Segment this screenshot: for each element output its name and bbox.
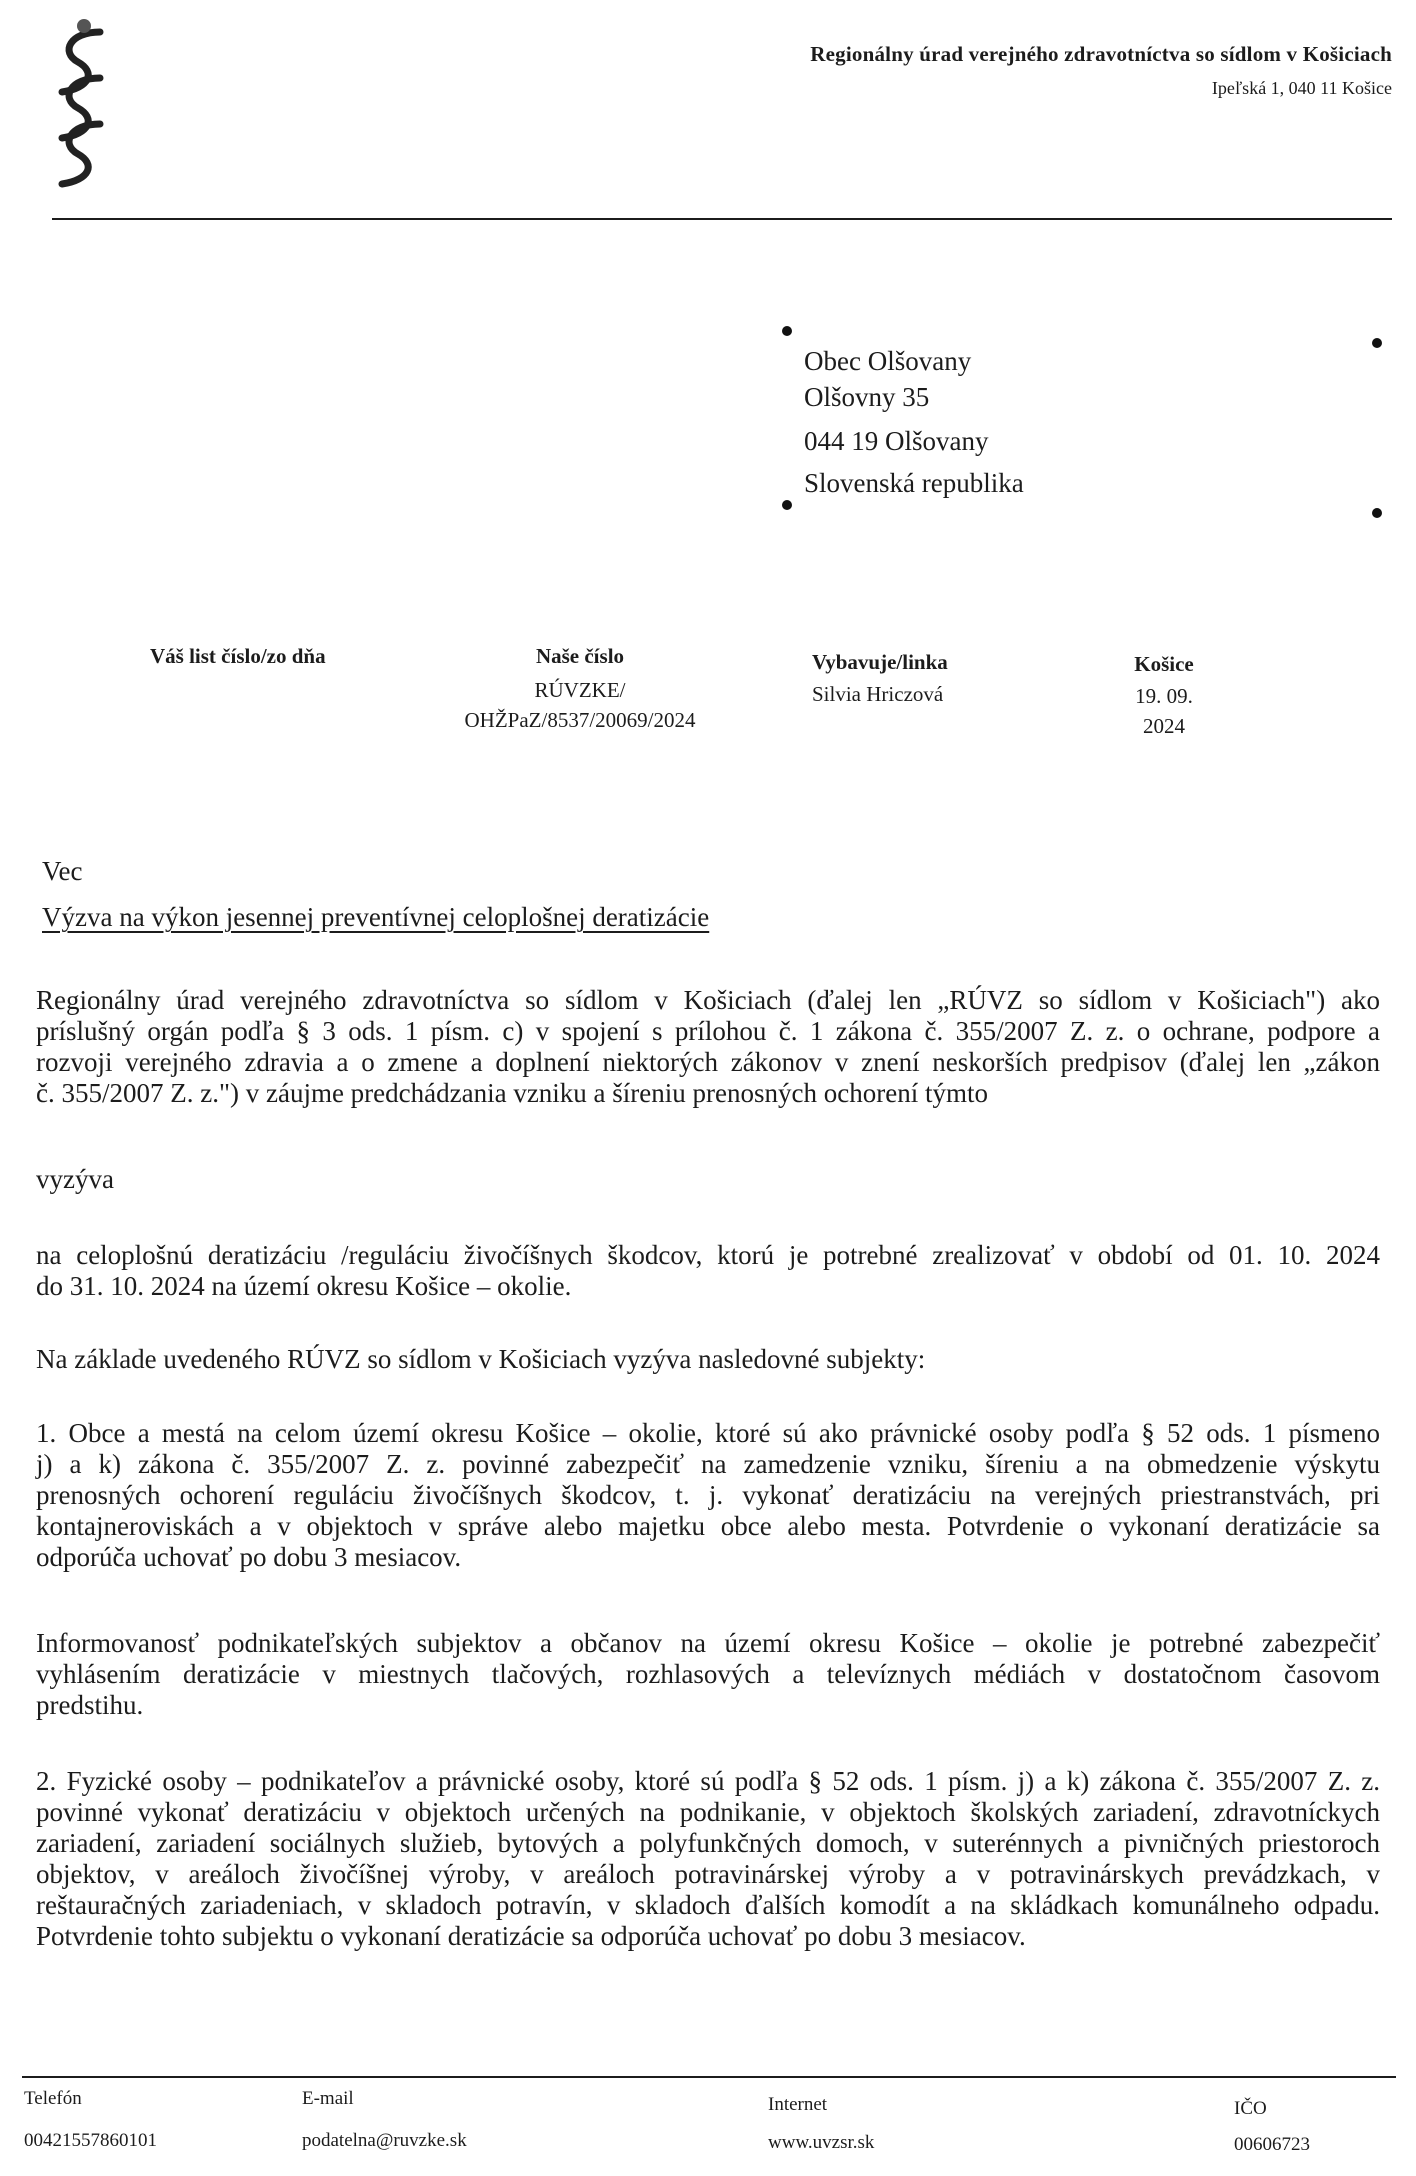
calls-word: vyzýva [36,1164,114,1194]
phone-value: 00421557860101 [24,2130,157,2151]
email-label: E-mail [302,2088,354,2109]
ico-label: IČO [1234,2098,1267,2119]
subject-label: Vec [42,856,83,886]
paragraph-subjects-intro: Na základe uvedeného RÚVZ so sídlom v Košiciach vyzýva nasledovné subjekty: [36,1344,926,1374]
text-line: príslušný orgán podľa § 3 ods. 1 písm. c) v spojení s prílohou č. 1 zákona č. 355/2007 Z. z. o ochrane, podpore a [36,1016,1380,1046]
ruvz-logo-icon [40,18,120,188]
phone-label: Telefón [24,2088,82,2109]
text-line: vyhlásením deratizácie v miestnych tlačových, rozhlasových a televíznych médiách v dostatočnom časovom [36,1659,1380,1689]
text-line: objektov, v areáloch živočíšnej výroby, v areáloch potravinárskej výroby a v potravinárskych prevádzkach, v [36,1859,1380,1889]
window-mark-icon [1372,338,1382,348]
handled-by-value: Silvia Hriczová [812,682,944,706]
paragraph-information [36,1628,1380,1721]
handled-by-label: Vybavuje/linka [812,650,948,674]
text-line: 2. Fyzické osoby – podnikateľov a právnické osoby, ktoré sú podľa § 52 ods. 1 písm. j) a k) zákona č. 355/2007 Z. z. [36,1766,1380,1796]
org-name: Regionálny úrad verejného zdravotníctva so sídlom v Košiciach [810,42,1392,66]
recipient-line: Slovenská republika [804,468,1024,498]
text-line: reštauračných zariadeniach, v skladoch potravín, v skladoch ďalších komodít a na skládkach komunálneho odpadu. [36,1890,1380,1920]
text-line: Regionálny úrad verejného zdravotníctva so sídlom v Košiciach (ďalej len „RÚVZ so sídlom v Košiciach") ako [36,985,1380,1015]
text-line: j) a k) zákona č. 355/2007 Z. z. povinné zabezpečiť na zamedzenie vzniku, šíreniu a na obmedzenie výskytu [36,1449,1380,1479]
window-mark-icon [1372,508,1382,518]
subject-text: Výzva na výkon jesennej preventívnej celoplošnej deratizácie [42,902,710,932]
date-value: 19. 09. 2024 [1135,684,1193,738]
text-line: predstihu. [36,1690,144,1720]
handled-by [812,650,948,709]
header-divider [52,218,1392,220]
window-mark-icon [782,326,792,336]
email-value: podatelna@ruvzke.sk [302,2130,467,2151]
text-line: č. 355/2007 Z. z.") v záujme predchádzania vzniku a šíreniu prenosných ochorení týmto [36,1078,988,1108]
text-line: do 31. 10. 2024 na území okresu Košice – okolie. [36,1271,572,1301]
text-line: zariadení, zariadení sociálnych služieb, bytových a polyfunkčných domoch, v suterénnych a pivničných priestoroch [36,1828,1380,1858]
your-letter-label: Váš list číslo/zo dňa [150,644,326,668]
org-address: Ipeľská 1, 040 11 Košice [1211,78,1392,98]
place-date [1114,652,1214,741]
text-line: na celoplošnú deratizáciu /reguláciu živočíšnych škodcov, ktorú je potrebné zrealizovať v období od 01. 10. 2024 [36,1240,1380,1270]
ico-value: 00606723 [1234,2134,1310,2155]
paragraph-intro [36,985,1380,1109]
text-line: odporúča uchovať po dobu 3 mesiacov. [36,1542,462,1572]
recipient-line: Obec Olšovany [804,346,972,376]
text-line: povinné vykonať deratizáciu v objektoch určených na podnikanie, v objektoch školských zariadení, zdravotníckych [36,1797,1380,1827]
internet-value: www.uvzsr.sk [768,2132,875,2153]
text-line: 1. Obce a mestá na celom území okresu Košice – okolie, ktoré sú ako právnické osoby podľa § 52 ods. 1 písmeno [36,1418,1380,1448]
text-line: rozvoji verejného zdravia a o zmene a doplnení niektorých zákonov v znení neskorších predpisov (ďalej len „zákon [36,1047,1380,1077]
recipient-line: 044 19 Olšovany [804,426,989,456]
our-number-label: Naše číslo [535,644,625,668]
our-number-line: RÚVZKE/ [534,678,626,702]
our-number-line: OHŽPaZ/8537/20069/2024 [464,708,696,732]
text-line: prenosných ochorení reguláciu živočíšnych škodcov, t. j. vykonať deratizáciu na verejných priestranstvách, pri [36,1480,1380,1510]
paragraph-point-1 [36,1418,1380,1573]
window-mark-icon [782,500,792,510]
text-line: kontajneroviskách a v objektoch v správe alebo majetku obce alebo mesta. Potvrdenie o vykonaní deratizácie sa [36,1511,1380,1541]
text-line: Informovanosť podnikateľských subjektov a občanov na území okresu Košice – okolie je potrebné zabezpečiť [36,1628,1380,1658]
text-line: Potvrdenie tohto subjektu o vykonaní deratizácie sa odporúča uchovať po dobu 3 mesiacov. [36,1921,1026,1951]
recipient-line: Olšovny 35 [804,382,930,412]
paragraph-period [36,1240,1380,1302]
footer-divider [22,2076,1396,2078]
paragraph-point-2 [36,1766,1380,1952]
place-label: Košice [1134,652,1194,676]
our-number [430,644,730,735]
internet-label: Internet [768,2094,828,2115]
